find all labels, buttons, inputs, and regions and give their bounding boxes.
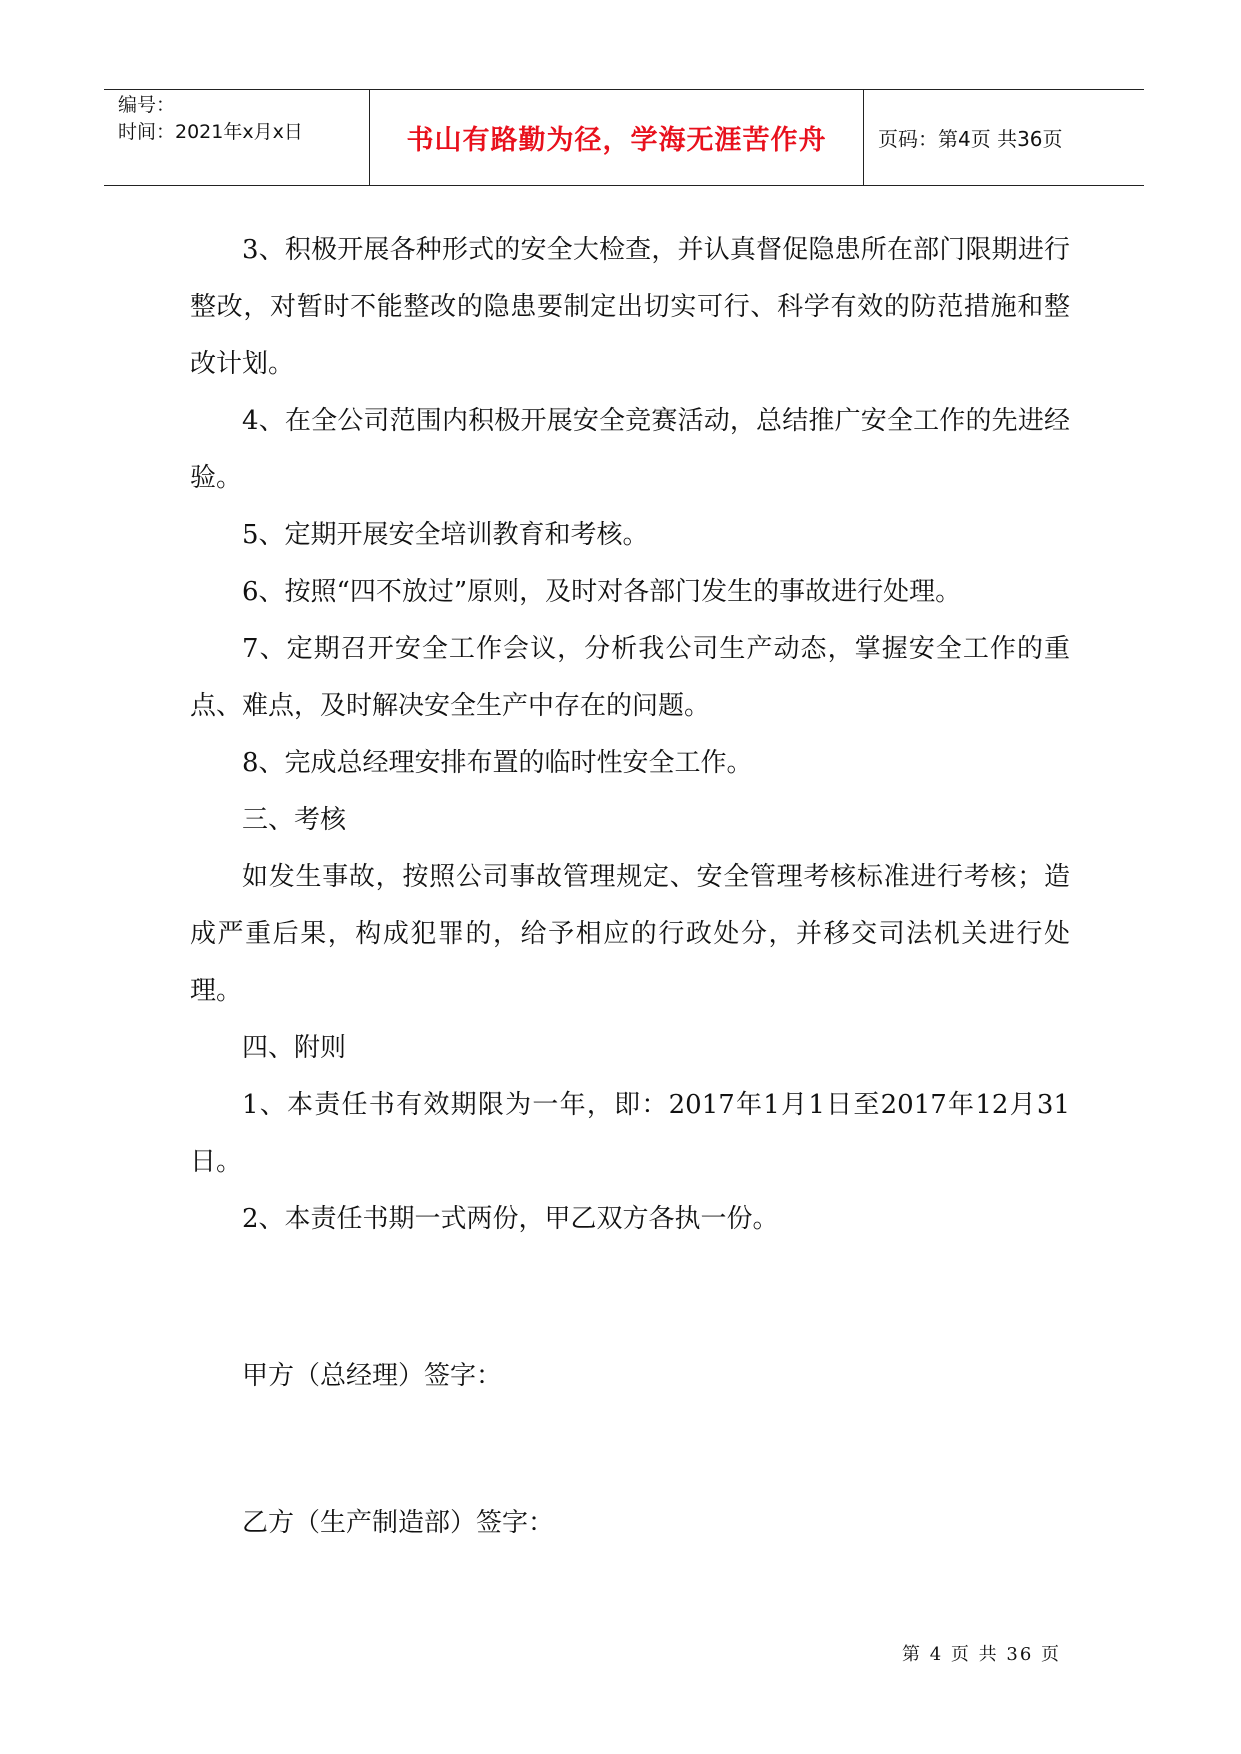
header-motto: 书山有路勤为径，学海无涯苦作舟 <box>370 90 864 185</box>
paragraph-item-4: 4、在全公司范围内积极开展安全竞赛活动，总结推广安全工作的先进经验。 <box>190 406 1070 493</box>
header-meta <box>104 90 370 185</box>
section-heading-assessment: 三、考核 <box>242 805 347 835</box>
signature-party-a: 甲方（总经理）签字： <box>242 1361 503 1391</box>
page-footer-number: 第 4 页 共 36 页 <box>902 1644 1061 1665</box>
section-heading-supplementary: 四、附则 <box>242 1033 347 1063</box>
document-body <box>190 222 1070 1552</box>
paragraph-item-8: 8、完成总经理安排布置的临时性安全工作。 <box>242 748 753 778</box>
paragraph-item-5: 5、定期开展安全培训教育和考核。 <box>242 520 649 550</box>
paragraph-item-3: 3、积极开展各种形式的安全大检查，并认真督促隐患所在部门限期进行整改，对暂时不能整改的隐患要制定出切实可行、科学有效的防范措施和整改计划。 <box>190 235 1070 379</box>
document-time-label: 时间：2021年x月x日 <box>118 121 303 143</box>
paragraph-validity: 1、本责任书有效期限为一年，即：2017年1月1日至2017年12月31日。 <box>190 1090 1070 1177</box>
paragraph-item-6: 6、按照“四不放过”原则，及时对各部门发生的事故进行处理。 <box>242 577 962 607</box>
signature-party-b: 乙方（生产制造部）签字： <box>242 1508 555 1538</box>
paragraph-item-7: 7、定期召开安全工作会议，分析我公司生产动态，掌握安全工作的重点、难点，及时解决安全生产中存在的问题。 <box>190 634 1070 721</box>
document-number-label: 编号： <box>118 94 176 116</box>
document-header <box>104 89 1144 186</box>
paragraph-assessment: 如发生事故，按照公司事故管理规定、安全管理考核标准进行考核；造成严重后果，构成犯罪的，给予相应的行政处分，并移交司法机关进行处理。 <box>190 862 1070 1006</box>
header-page-info: 页码：第4页 共36页 <box>878 127 1063 151</box>
paragraph-copies: 2、本责任书期一式两份，甲乙双方各执一份。 <box>242 1204 779 1234</box>
